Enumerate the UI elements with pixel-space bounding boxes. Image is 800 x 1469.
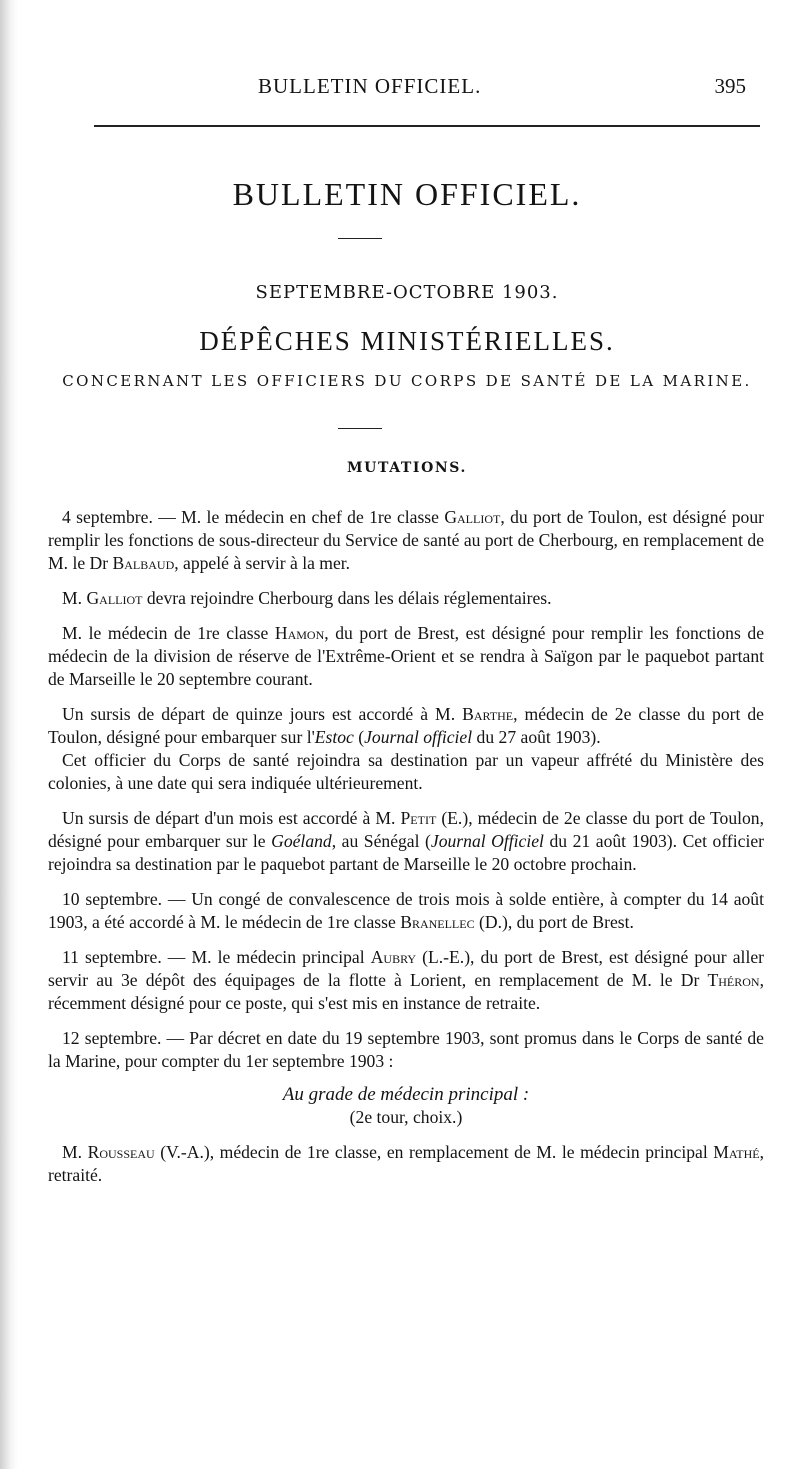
text-run: 10 septembre. — Un congé de convalescence de trois mois à solde entière, à compter du 14 août 1903, a été accordé à M. le médecin de 1re classe	[48, 889, 764, 932]
person-name: Galliot	[86, 588, 143, 608]
person-name: Rousseau	[87, 1142, 155, 1162]
journal-reference: Journal officiel	[364, 727, 473, 747]
text-run: , au Sénégal (	[331, 831, 431, 851]
text-run: M. le médecin de 1re classe	[62, 623, 275, 643]
page-number: 395	[714, 74, 746, 98]
text-run: 4 septembre. — M. le médecin en chef de 1re classe	[62, 507, 445, 527]
header-rule	[94, 125, 760, 127]
journal-reference: Journal Officiel	[430, 831, 544, 851]
paragraph-12-septembre: 12 septembre. — Par décret en date du 19 septembre 1903, sont promus dans le Corps de santé de la Marine, pour compter du 1er septembre 1903 :	[48, 1028, 764, 1071]
person-name: Aubry	[370, 947, 417, 967]
title-divider	[338, 238, 382, 239]
text-run: (E.), médecin de 2e classe du port de Toulon, désigné pour embarquer sur le	[48, 808, 764, 851]
text-run: (L.-E.), du port de Brest, est désigné pour aller servir au 3e dépôt des équipages de la flotte à Lorient, en remplacement de M. le Dr	[48, 947, 764, 990]
page-title: BULLETIN OFFICIEL.	[232, 176, 582, 212]
person-name: Théron	[707, 970, 760, 990]
text-run: (	[353, 727, 365, 747]
person-name: Galliot	[444, 507, 501, 527]
paragraph-rousseau	[48, 1141, 764, 1187]
running-header	[34, 74, 780, 108]
person-name: Barthe	[462, 704, 514, 724]
text-run: , retraité.	[48, 1142, 764, 1185]
text-run: (V.-A.), médecin de 1re classe, en remplacement de M. le médecin principal	[154, 1142, 714, 1162]
person-name: Petit	[400, 808, 437, 828]
section-divider	[338, 428, 382, 429]
text-run: , médecin de 2e classe du port de Toulon, désigné pour embarquer sur l'	[48, 704, 764, 747]
text-run: du 27 août 1903).	[472, 727, 601, 747]
paragraph-10-septembre	[48, 888, 764, 934]
person-name: Mathé	[713, 1142, 760, 1162]
text-run: Un sursis de départ d'un mois est accordé à M.	[62, 808, 401, 828]
paragraph-barthe	[48, 703, 764, 749]
paragraph-4-septembre	[48, 506, 764, 575]
ship-name: Estoc	[314, 727, 354, 747]
text-run: (D.), du port de Brest.	[474, 912, 634, 932]
section-title: DÉPÊCHES MINISTÉRIELLES.	[199, 326, 615, 356]
grade-subheading: (2e tour, choix.)	[349, 1107, 463, 1127]
scan-edge-shadow	[0, 0, 18, 1469]
text-run: devra rejoindre Cherbourg dans les délais réglementaires.	[142, 588, 552, 608]
section-subtitle: CONCERNANT LES OFFICIERS DU CORPS DE SANTÉ DE LA MARINE.	[62, 372, 752, 390]
paragraph-galliot	[48, 587, 764, 610]
article-body	[48, 506, 764, 1199]
text-run: M.	[62, 1142, 88, 1162]
paragraph-11-septembre	[48, 946, 764, 1015]
subsection-heading: MUTATIONS.	[347, 460, 467, 476]
text-run: , du port de Brest, est désigné pour remplir les fonctions de médecin de la division de réserve de l'Extrême-Orient et se rendra à Saïgon par le paquebot partant de Marseille le 20 septembre courant.	[48, 623, 764, 689]
period-heading: SEPTEMBRE-OCTOBRE 1903.	[255, 282, 559, 303]
person-name: Balbaud	[112, 553, 175, 573]
person-name: Hamon	[274, 623, 325, 643]
running-title: BULLETIN OFFICIEL.	[258, 74, 482, 98]
text-run: , récemment désigné pour ce poste, qui s'est mis en instance de retraite.	[48, 970, 764, 1013]
text-run: M.	[62, 588, 87, 608]
paragraph-barthe-note: Cet officier du Corps de santé rejoindra sa destination par un vapeur affrété du Ministère des colonies, à une date qui sera indiquée ultérieurement.	[48, 750, 764, 793]
text-run: du 21 août 1903). Cet officier rejoindra sa destination par le paquebot partant de Marseille le 20 octobre prochain.	[48, 831, 764, 874]
text-run: 11 septembre. — M. le médecin principal	[62, 947, 371, 967]
grade-heading: Au grade de médecin principal :	[282, 1084, 530, 1105]
text-run: , appelé à servir à la mer.	[174, 553, 351, 573]
paragraph-petit	[48, 807, 764, 876]
paragraph-hamon	[48, 622, 764, 691]
ship-name: Goéland	[271, 831, 332, 851]
text-run: , du port de Toulon, est désigné pour remplir les fonctions de sous-directeur du Service de santé au port de Cherbourg, en remplacement de M. le Dr	[48, 507, 764, 573]
person-name: Branellec	[400, 912, 475, 932]
text-run: Un sursis de départ de quinze jours est accordé à M.	[62, 704, 463, 724]
